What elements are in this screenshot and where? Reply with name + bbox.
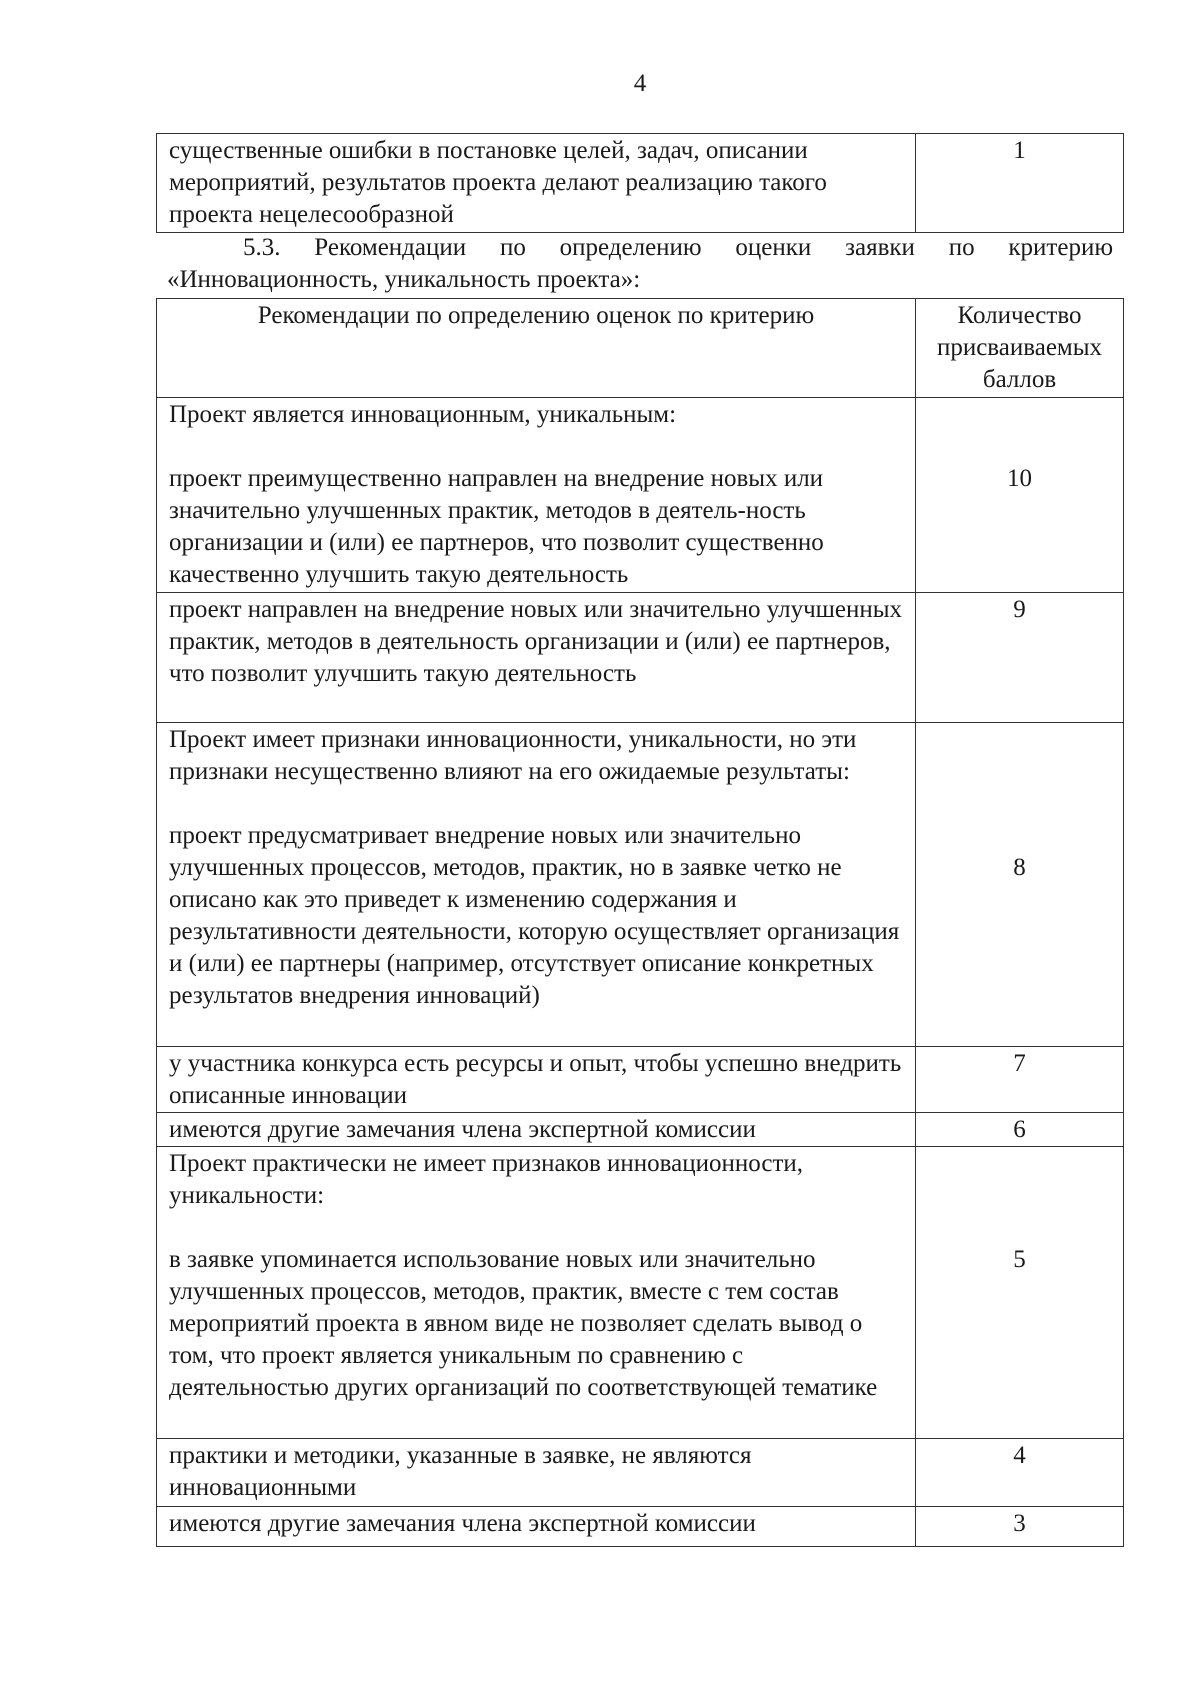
table-row (157, 1507, 1124, 1547)
points-value: 3 (916, 1507, 1124, 1547)
table-row (157, 723, 1124, 1047)
table-header-row (157, 299, 1124, 398)
points-value: 5 (1013, 1246, 1026, 1273)
table-row (157, 593, 1124, 723)
criteria-table (156, 298, 1124, 1547)
page-number: 4 (633, 70, 647, 97)
points-value: 1 (916, 134, 1124, 233)
table-row (157, 1047, 1124, 1113)
criterion-text: практики и методики, указанные в заявке, не являются инновационными (157, 1439, 916, 1507)
criterion-text: проект направлен на внедрение новых или значительно улучшенных практик, методов в деятельность организации и (или) ее партнеров, что позволит улучшить такую деятельность (157, 593, 916, 723)
table-row (157, 1439, 1124, 1507)
table-row (157, 1147, 1124, 1439)
header-points: Количество присваиваемых баллов (916, 299, 1124, 398)
criterion-text: проект преимущественно направлен на внедрение новых или значительно улучшенных практик, методов в деятель-ность организации и (или) ее партнеров, что позволит существенно качественно улучшить такую деятельность (169, 465, 824, 588)
points-value: 10 (1007, 465, 1032, 492)
criterion-text: проект предусматривает внедрение новых или значительно улучшенных процессов, методов, практик, но в заявке четко не описано как это приведет к изменению содержания и результативности деятельности, которую осуществляет организация и (или) ее партнеры (например, отсутствует описание конкретных результатов внедрения инноваций) (169, 822, 900, 1009)
group-heading: Проект является инновационным, уникальным: (169, 401, 677, 428)
criterion-text: у участника конкурса есть ресурсы и опыт, чтобы успешно внедрить описанные инновации (157, 1047, 916, 1113)
section-heading: 5.3. Рекомендации по определению оценки заявки по критерию «Инновационность, уникальность проекта»: (167, 234, 1113, 293)
points-value: 4 (916, 1439, 1124, 1507)
group-heading: Проект практически не имеет признаков инновационности, уникальности: (169, 1150, 804, 1209)
header-recommendations: Рекомендации по определению оценок по критерию (157, 299, 916, 398)
criterion-text: имеются другие замечания члена экспертной комиссии (157, 1507, 916, 1547)
criterion-text: существенные ошибки в постановке целей, задач, описании мероприятий, результатов проекта делают реализацию такого проекта нецелесообразной (157, 134, 916, 233)
group-heading: Проект имеет признаки инновационности, уникальности, но эти признаки несущественно влияют на его ожидаемые результаты: (169, 726, 857, 785)
points-value: 9 (916, 593, 1124, 723)
table-row (157, 134, 1124, 233)
points-value: 8 (1013, 854, 1026, 881)
points-value: 6 (916, 1113, 1124, 1147)
criterion-text: в заявке упоминается использование новых или значительно улучшенных процессов, методов, практик, вместе с тем состав мероприятий проекта в явном виде не позволяет сделать вывод о том, что проект является уникальным по сравнению с деятельностью других организаций по соответствующей тематике (169, 1246, 878, 1401)
criterion-text: имеются другие замечания члена экспертной комиссии (157, 1113, 916, 1147)
table-row (157, 1113, 1124, 1147)
table-row (157, 398, 1124, 593)
top-table (156, 133, 1124, 233)
points-value: 7 (916, 1047, 1124, 1113)
